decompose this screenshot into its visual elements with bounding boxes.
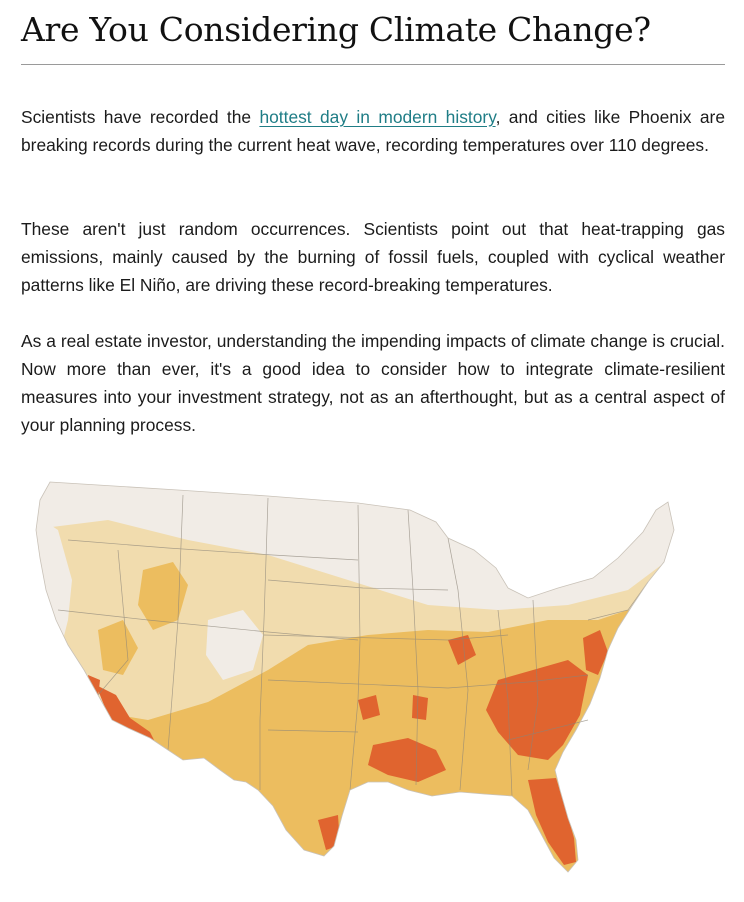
title-divider <box>21 64 725 65</box>
paragraph-1 <box>21 103 725 159</box>
us-heat-map <box>28 470 718 890</box>
us-heat-map-graphic <box>28 470 718 890</box>
hottest-day-link[interactable]: hottest day in modern history <box>259 107 496 127</box>
paragraph-1-text-start: Scientists have recorded the <box>21 107 260 127</box>
paragraph-3: As a real estate investor, understanding the impending impacts of climate change is crucial. Now more than ever, it's a good idea to consider how to integrate climate-resilient measures into your investment strategy, not as an afterthought, but as a central aspect of your planning process. <box>21 331 725 435</box>
paragraph-1-text-end: , and cities like Phoenix are breaking records during the current heat wave, recording temperatures over 110 degrees. <box>21 107 725 155</box>
article-title: Are You Considering Climate Change? <box>21 10 651 49</box>
paragraph-2: These aren't just random occurrences. Scientists point out that heat-trapping gas emissions, mainly caused by the burning of fossil fuels, coupled with cyclical weather patterns like El Niño, are driving these record-breaking temperatures. <box>21 219 725 295</box>
